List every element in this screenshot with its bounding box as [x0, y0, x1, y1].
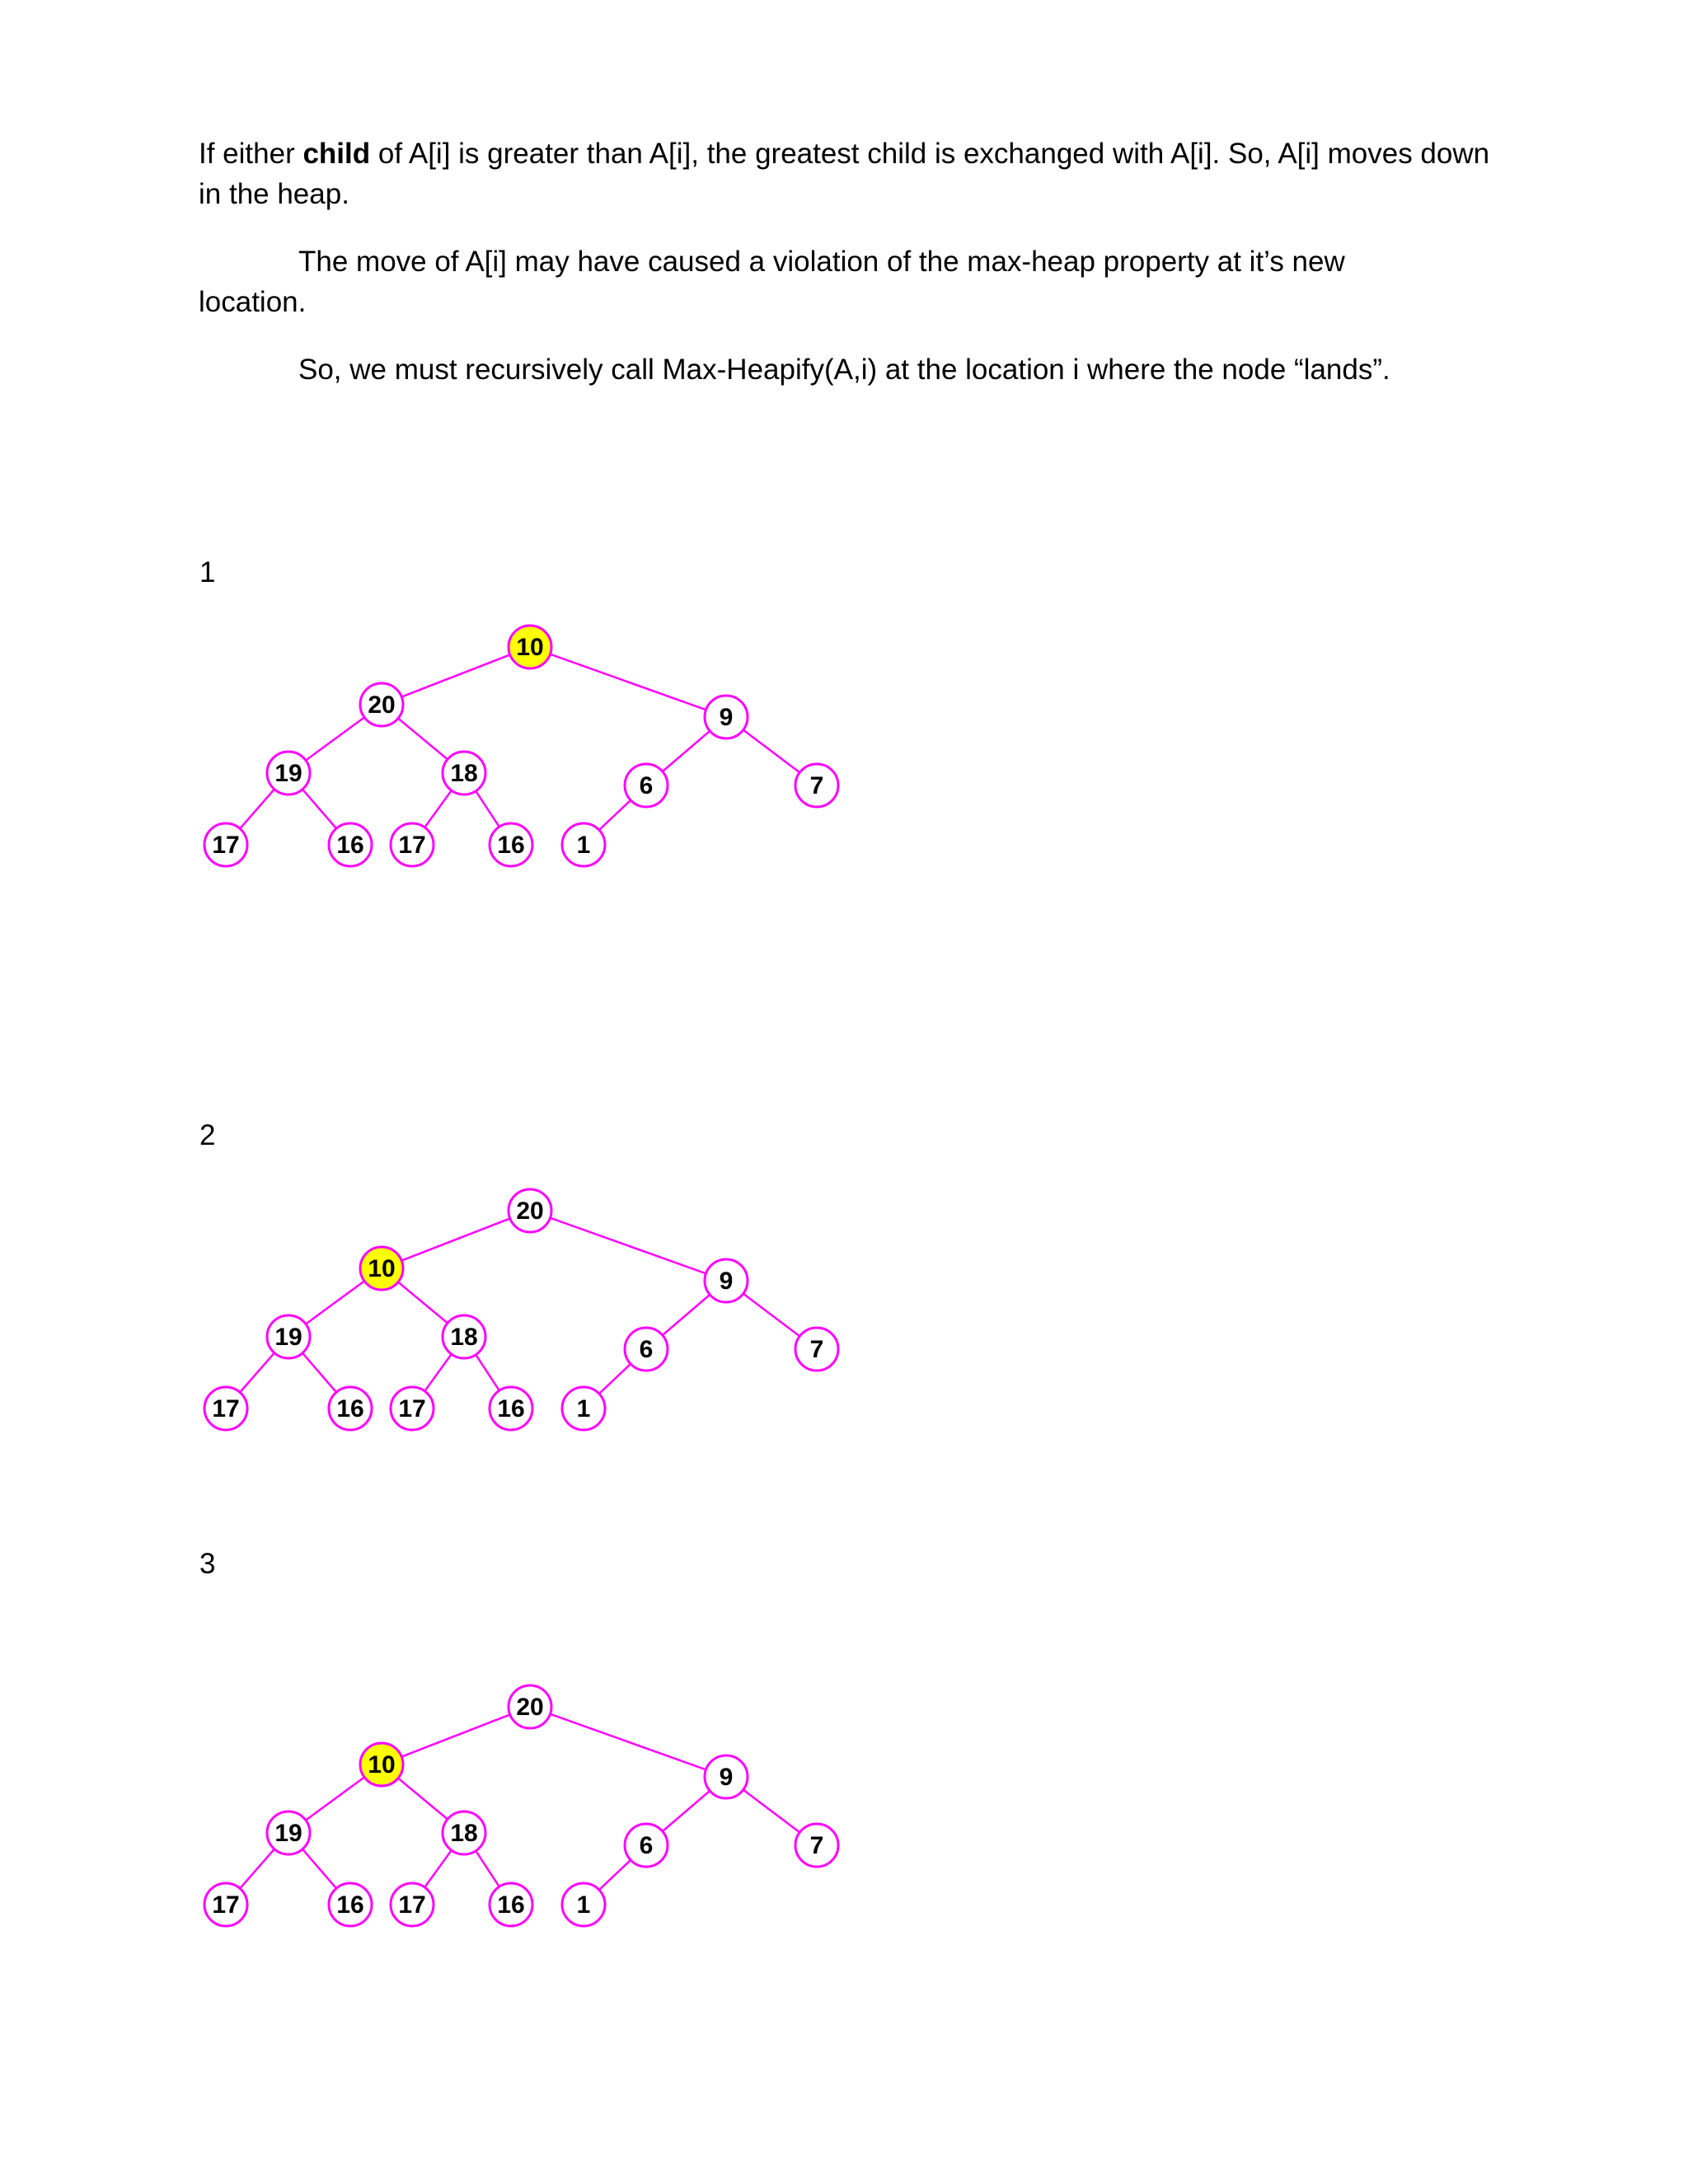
- tree-node: [443, 752, 485, 794]
- step-label-2: 2: [199, 1119, 216, 1151]
- tree-edge: [530, 647, 726, 717]
- node-value: 16: [497, 832, 525, 859]
- tree-edge: [530, 1707, 726, 1777]
- tree-node-highlighted: [360, 1247, 403, 1290]
- node-value: 17: [212, 1395, 240, 1422]
- node-value: 1: [576, 832, 591, 859]
- tree-node: [391, 823, 434, 866]
- tree-node: [625, 1824, 668, 1867]
- node-value: 20: [516, 1197, 544, 1225]
- heap-tree-step-1: [0, 593, 907, 907]
- node-value: 9: [719, 704, 734, 731]
- tree-node: [490, 823, 532, 866]
- tree-node: [490, 1387, 532, 1430]
- tree-node: [267, 1315, 310, 1358]
- node-value: 18: [450, 1324, 478, 1351]
- tree-edge: [530, 1211, 726, 1281]
- p1-bold-child: child: [302, 138, 371, 170]
- tree-node: [204, 1883, 247, 1926]
- tree-node: [267, 752, 310, 794]
- tree-node: [509, 1685, 551, 1728]
- node-value: 17: [398, 832, 426, 859]
- tree-node: [443, 1811, 485, 1854]
- tree-node: [329, 823, 372, 866]
- paragraph-recursive-call: So, we must recursively call Max-Heapify(A,i) at the location i where the node “lands”.: [298, 354, 1390, 386]
- node-value: 19: [274, 1324, 302, 1351]
- node-value: 9: [719, 1268, 734, 1295]
- node-value: 6: [639, 772, 654, 799]
- node-value: 16: [336, 832, 364, 859]
- tree-node: [625, 764, 668, 807]
- node-value: 1: [576, 1395, 591, 1422]
- tree-node: [795, 1328, 838, 1371]
- node-value: 20: [368, 691, 396, 719]
- tree-edge: [382, 1707, 530, 1765]
- paragraph-child-exchange: [199, 134, 1517, 214]
- paragraph-violation: The move of A[i] may have caused a violation of the max-heap property at it’s new location.: [199, 246, 1345, 318]
- node-value: 16: [497, 1891, 525, 1919]
- tree-node: [329, 1883, 372, 1926]
- tree-edge: [382, 1211, 530, 1268]
- heap-tree-step-3: [0, 1653, 907, 1966]
- tree-node: [443, 1315, 485, 1358]
- node-value: 18: [450, 760, 478, 787]
- tree-node: [204, 823, 247, 866]
- heap-tree-step-2: [0, 1157, 907, 1470]
- node-value: 10: [516, 634, 544, 661]
- p1-text-end: of A[i] is greater than A[i], the greatest child is exchanged with A[i]. So, A[i] moves down in the heap.: [199, 138, 1490, 210]
- node-value: 19: [274, 1820, 302, 1847]
- tree-node: [329, 1387, 372, 1430]
- node-value: 19: [274, 760, 302, 787]
- step-label-1: 1: [199, 556, 216, 588]
- tree-node: [562, 1883, 605, 1926]
- tree-node: [509, 1189, 551, 1232]
- tree-node: [267, 1811, 310, 1854]
- node-value: 20: [516, 1694, 544, 1721]
- node-value: 17: [398, 1891, 426, 1919]
- tree-node: [391, 1387, 434, 1430]
- tree-node: [391, 1883, 434, 1926]
- node-value: 6: [639, 1832, 654, 1859]
- node-value: 16: [336, 1395, 364, 1422]
- node-value: 7: [809, 1336, 824, 1363]
- node-value: 10: [368, 1751, 396, 1779]
- node-value: 7: [809, 772, 824, 799]
- tree-node: [705, 1259, 748, 1302]
- node-value: 17: [212, 1891, 240, 1919]
- tree-node: [795, 764, 838, 807]
- tree-node: [360, 683, 403, 726]
- tree-node: [795, 1824, 838, 1867]
- tree-node: [705, 1755, 748, 1798]
- tree-node: [705, 696, 748, 738]
- node-value: 7: [809, 1832, 824, 1859]
- node-value: 9: [719, 1764, 734, 1791]
- node-value: 18: [450, 1820, 478, 1847]
- node-value: 10: [368, 1255, 396, 1282]
- node-value: 16: [336, 1891, 364, 1919]
- tree-node-highlighted: [360, 1743, 403, 1786]
- tree-node: [204, 1387, 247, 1430]
- node-value: 1: [576, 1891, 591, 1919]
- node-value: 16: [497, 1395, 525, 1422]
- step-label-3: 3: [199, 1548, 216, 1580]
- tree-edge: [382, 647, 530, 705]
- node-value: 17: [398, 1395, 426, 1422]
- tree-node: [490, 1883, 532, 1926]
- node-value: 17: [212, 832, 240, 859]
- tree-node-highlighted: [509, 626, 551, 668]
- tree-node: [625, 1328, 668, 1371]
- p1-text-start: If either: [199, 138, 303, 170]
- tree-node: [562, 1387, 605, 1430]
- tree-node: [562, 823, 605, 866]
- node-value: 6: [639, 1336, 654, 1363]
